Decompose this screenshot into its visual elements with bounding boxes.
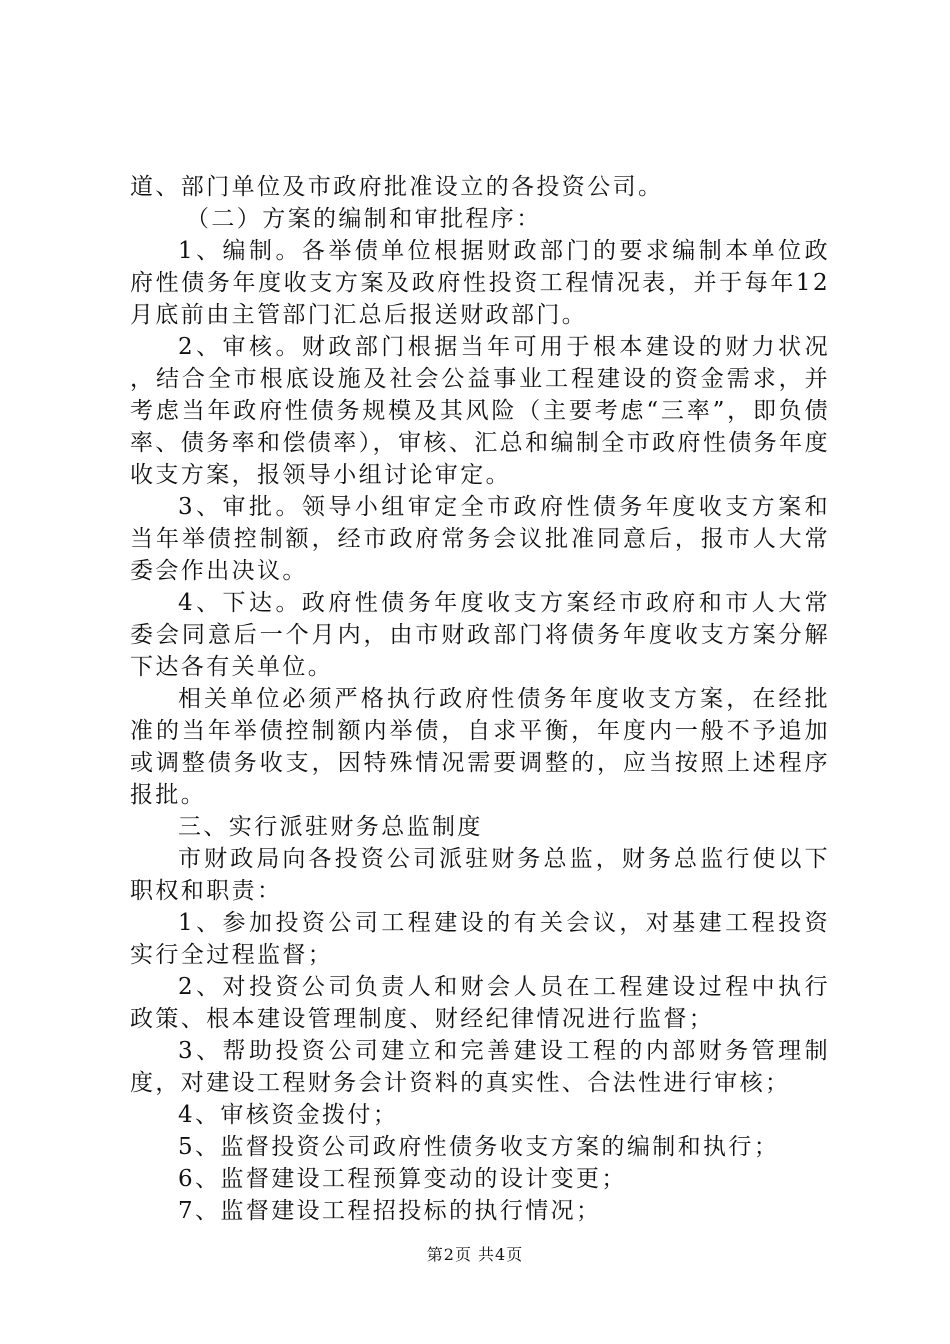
- paragraph-supervisor-intro: 市财政局向各投资公司派驻财务总监，财务总监行使以下职权和职责：: [130, 846, 830, 904]
- paragraph-continuation: 道、部门单位及市政府批准设立的各投资公司。: [130, 174, 664, 200]
- list-item-duty-2: 2、对投资公司负责人和财会人员在工程建设过程中执行政策、根本建设管理制度、财经纪律情况进行监督；: [130, 974, 830, 1032]
- paragraph-review: 2、审核。财政部门根据当年可用于根本建设的财力状况，结合全市根底设施及社会公益事业工程建设的资金需求，并考虑当年政府性债务规模及其风险（主要考虑“三率”，即负债率、债务率和偿债率），审核、汇总和编制全市政府性债务年度收支方案，报领导小组讨论审定。: [130, 334, 830, 488]
- list-item-duty-6: 6、监督建设工程预算变动的设计变更；: [178, 1166, 627, 1192]
- list-item-duty-5: 5、监督投资公司政府性债务收支方案的编制和执行；: [178, 1134, 780, 1160]
- section-heading-financial-supervisor: 三、实行派驻财务总监制度: [178, 814, 483, 840]
- page-footer: [0, 1244, 950, 1266]
- paragraph-issue: 4、下达。政府性债务年度收支方案经市政府和市人大常委会同意后一个月内，由市财政部门将债务年度收支方案分解下达各有关单位。: [130, 590, 830, 680]
- list-item-duty-3: 3、帮助投资公司建立和完善建设工程的内部财务管理制度，对建设工程财务会计资料的真实性、合法性进行审核；: [130, 1038, 830, 1096]
- list-item-duty-4: 4、审核资金拨付；: [178, 1102, 399, 1128]
- paragraph-compile: 1、编制。各举债单位根据财政部门的要求编制本单位政府性债务年度收支方案及政府性投资工程情况表，并于每年12月底前由主管部门汇总后报送财政部门。: [130, 238, 830, 328]
- section-heading-approval-procedure: （二）方案的编制和审批程序：: [186, 206, 542, 232]
- paragraph-approve: 3、审批。领导小组审定全市政府性债务年度收支方案和当年举债控制额，经市政府常务会议批准同意后，报市人大常委会作出决议。: [130, 494, 830, 584]
- paragraph-execution: 相关单位必须严格执行政府性债务年度收支方案，在经批准的当年举债控制额内举债，自求平衡，年度内一般不予追加或调整债务收支，因特殊情况需要调整的，应当按照上述程序报批。: [130, 686, 830, 808]
- page-number-label: 第2页 共4页: [426, 1245, 524, 1264]
- list-item-duty-7: 7、监督建设工程招投标的执行情况；: [178, 1198, 602, 1224]
- list-item-duty-1: 1、参加投资公司工程建设的有关会议，对基建工程投资实行全过程监督；: [130, 910, 830, 968]
- document-body: [130, 171, 830, 1227]
